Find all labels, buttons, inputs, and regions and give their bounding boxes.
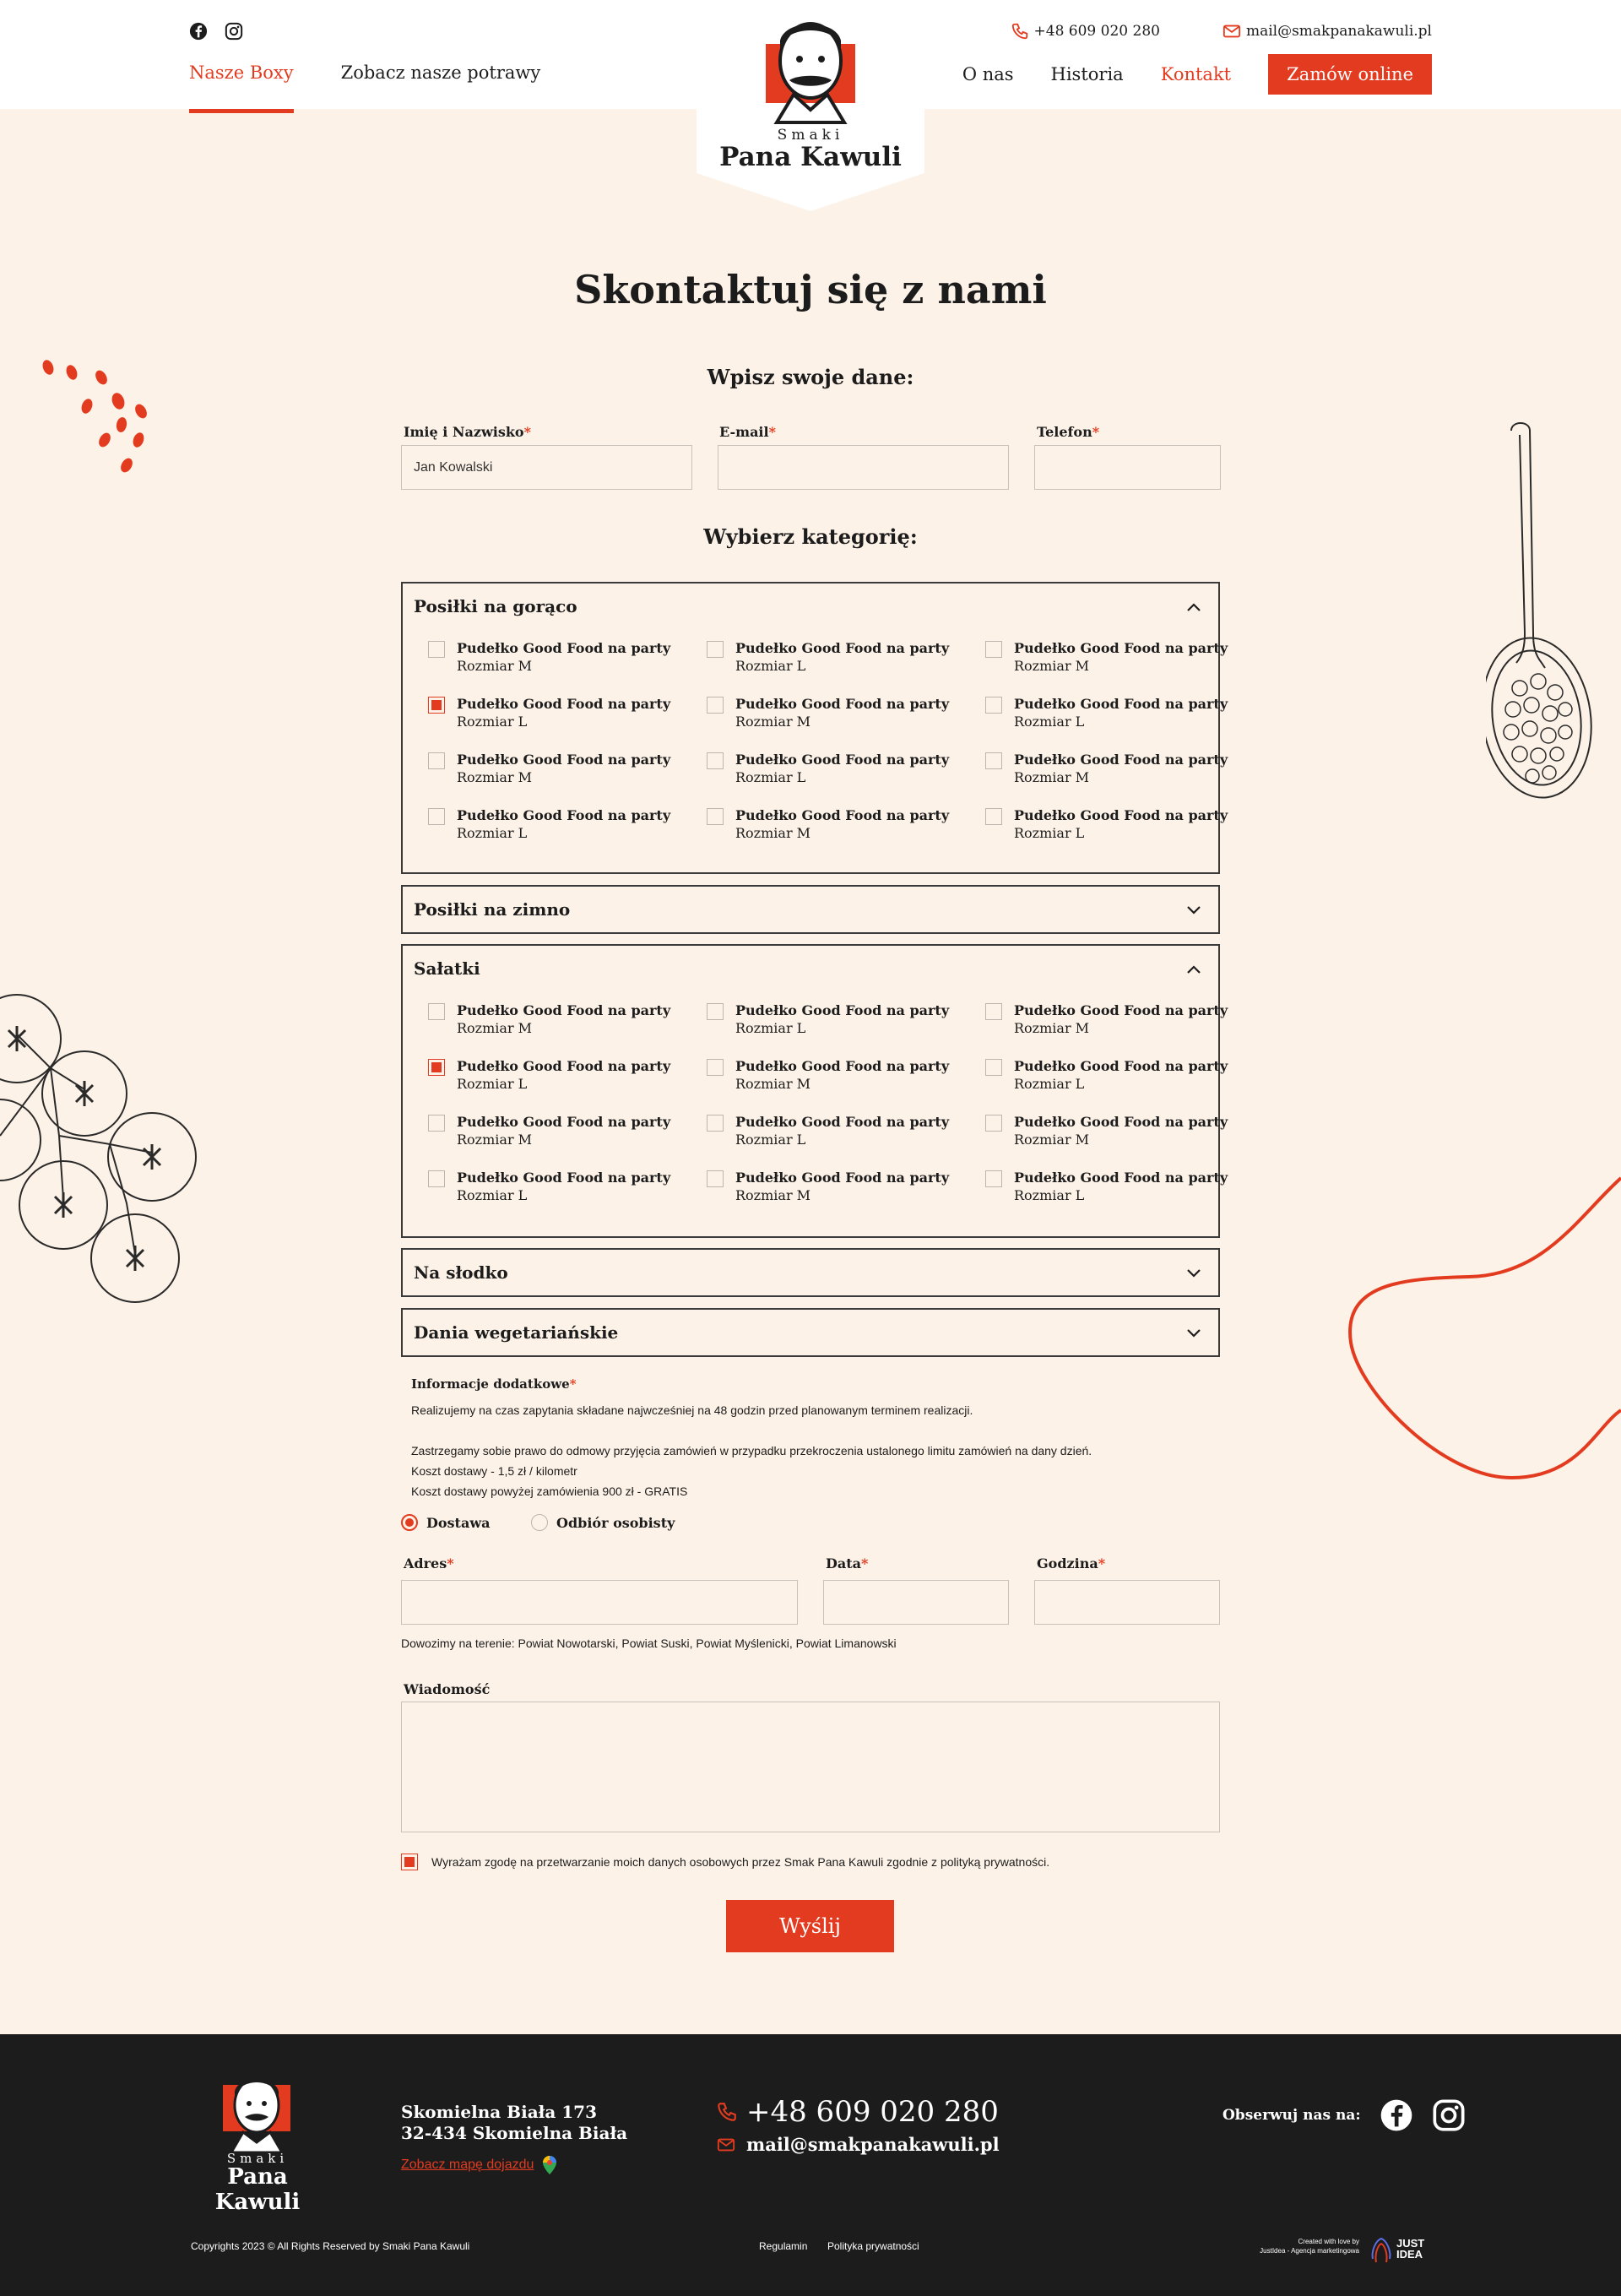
option-checkbox[interactable]	[985, 1115, 1002, 1132]
option-item[interactable]	[985, 1113, 1239, 1148]
consent-checkbox[interactable]	[401, 1854, 418, 1870]
footer-follow	[1223, 2098, 1466, 2132]
info-text	[411, 1400, 1092, 1501]
option-name: Pudełko Good Food na party	[457, 1002, 671, 1018]
option-size: Rozmiar L	[1014, 825, 1085, 841]
option-size: Rozmiar L	[457, 1187, 528, 1203]
option-item[interactable]	[707, 1001, 985, 1037]
message-textarea[interactable]	[401, 1702, 1220, 1832]
option-size: Rozmiar L	[735, 1132, 806, 1148]
consent-text: Wyrażam zgodę na przetwarzanie moich danych osobowych przez Smak Pana Kawuli zgodnie z polityką prywatności.	[431, 1855, 1050, 1869]
option-name: Pudełko Good Food na party	[735, 752, 950, 768]
option-text	[457, 1113, 670, 1148]
nav-link-o-nas[interactable]: O nas	[962, 64, 1014, 84]
footer-map-link-text: Zobacz mapę dojazdu	[401, 2158, 534, 2172]
option-item[interactable]	[428, 1169, 707, 1204]
main-nav-left	[189, 62, 540, 83]
option-text	[1014, 1169, 1228, 1204]
option-item[interactable]	[985, 695, 1239, 730]
page-title: Skontaktuj się z nami	[574, 267, 1047, 312]
chevron-down-icon[interactable]	[1186, 1322, 1201, 1343]
address-label: Adres*	[404, 1555, 454, 1571]
site-logo[interactable]	[697, 0, 924, 211]
phone-input[interactable]	[1034, 445, 1221, 490]
header-email-text: mail@smakpanakawuli.pl	[1245, 23, 1432, 40]
option-size: Rozmiar L	[1014, 1187, 1085, 1203]
accordion-header[interactable]	[403, 1310, 1218, 1355]
option-checkbox[interactable]	[985, 752, 1002, 769]
footer-follow-label: Obserwuj nas na:	[1223, 2107, 1361, 2124]
option-item[interactable]	[428, 806, 707, 842]
chevron-up-icon[interactable]	[1186, 958, 1201, 979]
info-line: Koszt dostawy powyżej zamówienia 900 zł - GRATIS	[411, 1485, 688, 1498]
option-checkbox[interactable]	[707, 808, 724, 825]
option-text	[457, 751, 670, 786]
option-text	[735, 639, 949, 675]
option-checkbox[interactable]	[985, 808, 1002, 825]
option-text	[1014, 1001, 1228, 1037]
option-name: Pudełko Good Food na party	[457, 1058, 671, 1074]
option-checkbox[interactable]	[985, 1003, 1002, 1020]
option-checkbox[interactable]	[428, 1059, 445, 1076]
option-text	[457, 639, 670, 675]
option-name: Pudełko Good Food na party	[735, 1170, 950, 1186]
option-size: Rozmiar M	[1014, 1020, 1090, 1036]
option-text	[735, 1169, 949, 1204]
option-text	[735, 806, 949, 842]
facebook-icon[interactable]	[1380, 2098, 1413, 2132]
option-name: Pudełko Good Food na party	[457, 807, 671, 823]
facebook-icon[interactable]	[189, 22, 208, 41]
logo-text-pana-kawuli: Pana Kawuli	[719, 142, 902, 172]
option-item[interactable]	[985, 1169, 1239, 1204]
delivery-area-note: Dowozimy na terenie: Powiat Nowotarski, Powiat Suski, Powiat Myślenicki, Powiat Limanowski	[401, 1637, 897, 1650]
option-checkbox[interactable]	[707, 1170, 724, 1187]
option-name: Pudełko Good Food na party	[1014, 1058, 1228, 1074]
footer-logo-smaki: Smaki	[226, 2151, 289, 2166]
date-input[interactable]	[823, 1580, 1009, 1625]
option-text	[457, 1169, 670, 1204]
option-text	[1014, 1113, 1228, 1148]
agency-logo-icon	[1369, 2234, 1393, 2264]
main-nav-right	[962, 54, 1432, 95]
accordion-title: Dania wegetariańskie	[414, 1322, 619, 1343]
info-line: Koszt dostawy - 1,5 zł / kilometr	[411, 1464, 577, 1478]
option-item[interactable]	[428, 1113, 707, 1148]
option-size: Rozmiar L	[1014, 1076, 1085, 1092]
option-name: Pudełko Good Food na party	[457, 1170, 671, 1186]
accordion-title: Sałatki	[414, 958, 480, 979]
footer-address-line2: 32-434 Skomielna Biała	[401, 2123, 628, 2143]
consent-row	[401, 1854, 1049, 1870]
option-size: Rozmiar M	[735, 825, 811, 841]
option-size: Rozmiar L	[735, 658, 806, 674]
nav-link-historia[interactable]: Historia	[1050, 64, 1124, 84]
nav-link-kontakt[interactable]: Kontakt	[1160, 64, 1232, 84]
phone-label: Telefon*	[1037, 424, 1100, 440]
footer-email-text: mail@smakpanakawuli.pl	[746, 2134, 1000, 2155]
option-name: Pudełko Good Food na party	[1014, 640, 1228, 656]
info-line: Zastrzegamy sobie prawo do odmowy przyjęcia zamówień w przypadku przekroczenia ustalonego limitu zamówień na dany dzień.	[411, 1444, 1092, 1457]
option-checkbox[interactable]	[707, 641, 724, 658]
email-label: E-mail*	[719, 424, 776, 440]
option-size: Rozmiar M	[735, 1187, 811, 1203]
option-size: Rozmiar M	[457, 769, 533, 785]
option-item[interactable]	[985, 1057, 1239, 1093]
spoon-illustration	[1486, 418, 1604, 815]
option-item[interactable]	[428, 1001, 707, 1037]
option-checkbox[interactable]	[707, 1003, 724, 1020]
option-item[interactable]	[428, 1057, 707, 1093]
option-text	[457, 1001, 670, 1037]
instagram-icon[interactable]	[225, 22, 243, 41]
option-item[interactable]	[428, 695, 707, 730]
accordion-header[interactable]	[403, 946, 1218, 991]
option-checkbox[interactable]	[707, 1115, 724, 1132]
message-label: Wiadomość	[404, 1681, 491, 1697]
option-name: Pudełko Good Food na party	[1014, 1002, 1228, 1018]
option-checkbox[interactable]	[428, 1003, 445, 1020]
option-item[interactable]	[707, 695, 985, 730]
mail-icon	[716, 2136, 736, 2154]
radio-pickup-dot[interactable]	[531, 1514, 548, 1531]
option-checkbox[interactable]	[428, 752, 445, 769]
option-text	[735, 1113, 949, 1148]
phone-icon	[1011, 22, 1029, 41]
option-text	[735, 751, 949, 786]
option-name: Pudełko Good Food na party	[457, 640, 671, 656]
option-text	[735, 695, 949, 730]
option-text	[457, 1057, 670, 1093]
footer-made-by	[1250, 2237, 1359, 2255]
option-size: Rozmiar L	[457, 714, 528, 730]
footer-privacy-link[interactable]: Polityka prywatności	[827, 2240, 919, 2252]
option-checkbox[interactable]	[985, 1059, 1002, 1076]
instagram-icon[interactable]	[1432, 2098, 1466, 2132]
category-heading: Wybierz kategorię:	[703, 524, 918, 549]
option-checkbox[interactable]	[428, 808, 445, 825]
option-text	[1014, 806, 1228, 842]
name-input[interactable]	[401, 445, 692, 490]
option-name: Pudełko Good Food na party	[735, 1114, 950, 1130]
option-name: Pudełko Good Food na party	[457, 1114, 671, 1130]
option-name: Pudełko Good Food na party	[457, 696, 671, 712]
option-name: Pudełko Good Food na party	[735, 696, 950, 712]
option-checkbox[interactable]	[428, 1170, 445, 1187]
nav-link-potrawy[interactable]: Zobacz nasze potrawy	[340, 62, 541, 83]
accordion-options	[403, 991, 1228, 1204]
option-item[interactable]	[985, 806, 1239, 842]
option-size: Rozmiar L	[1014, 714, 1085, 730]
header-email[interactable]	[1223, 22, 1432, 41]
accordion-title: Na słodko	[414, 1262, 508, 1283]
option-size: Rozmiar L	[735, 769, 806, 785]
option-size: Rozmiar M	[457, 658, 533, 674]
agency-logo-text: JUST IDEA	[1396, 2237, 1425, 2261]
option-size: Rozmiar M	[735, 714, 811, 730]
order-online-button[interactable]: Zamów online	[1268, 54, 1432, 95]
header-phone[interactable]	[1011, 22, 1160, 41]
option-text	[735, 1057, 949, 1093]
phone-icon	[716, 2101, 738, 2123]
option-checkbox[interactable]	[428, 641, 445, 658]
header-social	[189, 22, 243, 41]
footer-email[interactable]	[716, 2134, 1000, 2155]
option-name: Pudełko Good Food na party	[735, 807, 950, 823]
radio-pickup-label: Odbiór osobisty	[556, 1514, 675, 1531]
mail-icon	[1223, 22, 1241, 41]
option-checkbox[interactable]	[985, 641, 1002, 658]
option-checkbox[interactable]	[428, 697, 445, 714]
footer-copyright: Copyrights 2023 © All Rights Reserved by Smaki Pana Kawuli	[191, 2240, 470, 2252]
header-phone-text: +48 609 020 280	[1033, 23, 1160, 40]
option-size: Rozmiar M	[457, 1132, 533, 1148]
category-accordion	[401, 582, 1228, 874]
option-checkbox[interactable]	[428, 1115, 445, 1132]
radio-delivery[interactable]	[401, 1514, 490, 1531]
option-item[interactable]	[707, 1113, 985, 1148]
footer-logo-pana-kawuli: Pana Kawuli	[214, 2164, 301, 2215]
option-size: Rozmiar L	[457, 1076, 528, 1092]
footer-address	[401, 2102, 627, 2144]
option-item[interactable]	[707, 639, 985, 675]
option-name: Pudełko Good Food na party	[1014, 807, 1228, 823]
option-checkbox[interactable]	[707, 752, 724, 769]
address-input[interactable]	[401, 1580, 798, 1625]
option-name: Pudełko Good Food na party	[1014, 1114, 1228, 1130]
option-name: Pudełko Good Food na party	[735, 1058, 950, 1074]
option-checkbox[interactable]	[707, 1059, 724, 1076]
footer-map-link[interactable]	[401, 2155, 557, 2175]
option-text	[457, 806, 670, 842]
chevron-down-icon[interactable]	[1186, 899, 1201, 920]
option-size: Rozmiar M	[1014, 658, 1090, 674]
radio-delivery-label: Dostawa	[426, 1514, 491, 1531]
category-accordion	[401, 1248, 1220, 1297]
option-text	[1014, 639, 1228, 675]
footer-terms-link[interactable]: Regulamin	[759, 2240, 808, 2252]
accordion-header[interactable]	[403, 887, 1218, 932]
submit-button[interactable]: Wyślij	[726, 1900, 894, 1952]
info-line: Realizujemy na czas zapytania składane najwcześniej na 48 godzin przed planowanym terminem realizacji.	[411, 1403, 973, 1417]
category-accordion	[401, 885, 1220, 934]
option-size: Rozmiar M	[457, 1020, 533, 1036]
category-accordion	[401, 1308, 1220, 1357]
option-item[interactable]	[985, 639, 1239, 675]
chevron-up-icon[interactable]	[1186, 596, 1201, 616]
option-name: Pudełko Good Food na party	[1014, 1170, 1228, 1186]
agency-logo[interactable]	[1369, 2234, 1424, 2264]
option-name: Pudełko Good Food na party	[1014, 752, 1228, 768]
header-contact	[1011, 22, 1432, 41]
option-item[interactable]	[985, 751, 1239, 786]
option-name: Pudełko Good Food na party	[457, 752, 671, 768]
accordion-header[interactable]	[403, 583, 1218, 629]
option-checkbox[interactable]	[707, 697, 724, 714]
radio-delivery-dot[interactable]	[401, 1514, 418, 1531]
option-text	[1014, 1057, 1228, 1093]
option-size: Rozmiar M	[735, 1076, 811, 1092]
footer-logo-icon[interactable]	[214, 2070, 299, 2154]
footer-made-by-line1: Created with love by	[1298, 2238, 1359, 2245]
accordion-title: Posiłki na gorąco	[414, 596, 577, 616]
option-text	[735, 1001, 949, 1037]
accordion-header[interactable]	[403, 1250, 1218, 1295]
footer-made-by-line2: JustIdea - Agencja marketingowa	[1260, 2247, 1359, 2255]
option-item[interactable]	[707, 1057, 985, 1093]
option-checkbox[interactable]	[985, 697, 1002, 714]
time-label: Godzina*	[1037, 1555, 1106, 1571]
info-label: Informacje dodatkowe*	[411, 1376, 577, 1392]
info-line	[411, 1420, 1092, 1441]
category-accordion	[401, 944, 1228, 1238]
option-size: Rozmiar M	[1014, 1132, 1090, 1148]
footer-phone-text: +48 609 020 280	[746, 2095, 999, 2129]
option-text	[1014, 695, 1228, 730]
option-name: Pudełko Good Food na party	[735, 640, 950, 656]
email-input[interactable]	[718, 445, 1009, 490]
data-heading: Wpisz swoje dane:	[707, 365, 914, 389]
chevron-down-icon[interactable]	[1186, 1262, 1201, 1283]
accordion-title: Posiłki na zimno	[414, 899, 571, 920]
option-item[interactable]	[985, 1001, 1239, 1037]
option-item[interactable]	[428, 751, 707, 786]
map-pin-icon	[542, 2155, 557, 2175]
name-label: Imię i Nazwisko*	[404, 424, 531, 440]
accordion-options	[403, 629, 1228, 842]
footer-address-line1: Skomielna Biała 173	[401, 2102, 598, 2122]
option-item[interactable]	[707, 1169, 985, 1204]
option-name: Pudełko Good Food na party	[735, 1002, 950, 1018]
logo-text-smaki: Smaki	[777, 127, 844, 144]
red-swirl-decoration	[1342, 1174, 1621, 1486]
option-size: Rozmiar L	[735, 1020, 806, 1036]
time-input[interactable]	[1034, 1580, 1220, 1625]
site-footer	[0, 2034, 1621, 2296]
footer-phone[interactable]	[716, 2095, 999, 2129]
option-name: Pudełko Good Food na party	[1014, 696, 1228, 712]
option-text	[457, 695, 670, 730]
nav-link-nasze-boxy[interactable]: Nasze Boxy	[189, 62, 294, 83]
option-size: Rozmiar M	[1014, 769, 1090, 785]
option-item[interactable]	[707, 751, 985, 786]
radio-pickup[interactable]	[531, 1514, 675, 1531]
tomatoes-illustration	[0, 984, 203, 1309]
option-item[interactable]	[428, 639, 707, 675]
option-checkbox[interactable]	[985, 1170, 1002, 1187]
option-text	[1014, 751, 1228, 786]
option-item[interactable]	[707, 806, 985, 842]
option-size: Rozmiar L	[457, 825, 528, 841]
date-label: Data*	[826, 1555, 869, 1571]
